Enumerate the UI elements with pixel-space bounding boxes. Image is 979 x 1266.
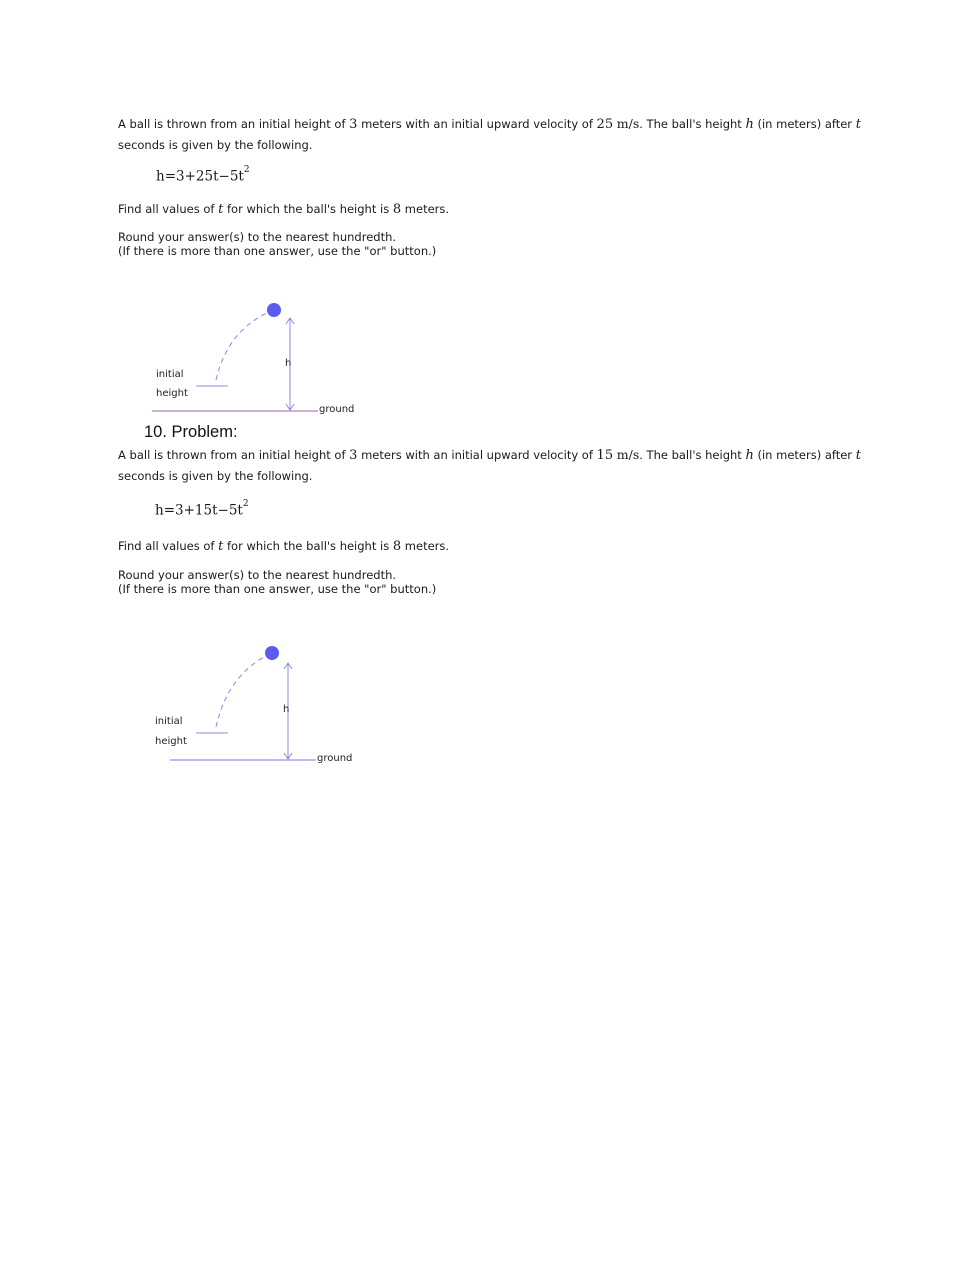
variable-t: t <box>218 539 224 554</box>
problem-9-equation <box>156 165 250 185</box>
label-h: h <box>283 704 290 715</box>
ball-icon <box>265 646 279 660</box>
text-span: meters. <box>404 539 450 553</box>
text-span: seconds is given by the following. <box>118 469 313 483</box>
label-ground: ground <box>317 753 353 764</box>
equation-text: h=3+15t−5t <box>155 502 243 519</box>
equation-exponent: 2 <box>243 165 250 175</box>
label-initial: initial <box>155 716 183 727</box>
problem-10-find-text <box>118 536 878 557</box>
problem-10-heading: 10. Problem: <box>144 423 238 441</box>
text-span: meters with an initial upward velocity of <box>361 117 593 131</box>
text-span: for which the ball's height is <box>227 202 390 216</box>
problem-9-diagram <box>140 298 380 428</box>
text-span: for which the ball's height is <box>227 539 390 553</box>
problem-10-diagram <box>140 641 380 771</box>
text-span: A ball is thrown from an initial height of <box>118 117 346 131</box>
problem-10-instructions <box>118 568 878 596</box>
velocity-value: 15 <box>596 448 614 463</box>
text-span: A ball is thrown from an initial height of <box>118 448 346 462</box>
variable-h: h <box>745 448 754 463</box>
variable-t: t <box>218 202 224 217</box>
text-span: meters with an initial upward velocity of <box>361 448 593 462</box>
text-span: (in meters) after <box>757 448 853 462</box>
label-height: height <box>156 388 188 399</box>
label-ground: ground <box>319 404 355 415</box>
velocity-unit: m/s <box>616 447 640 462</box>
label-height: height <box>155 736 187 747</box>
velocity-value: 25 <box>596 117 614 132</box>
trajectory-dashed-curve <box>216 653 272 727</box>
text-span: Find all values of <box>118 202 215 216</box>
problem-9-intro-text <box>118 114 878 155</box>
trajectory-dashed-curve <box>216 310 274 380</box>
variable-t: t <box>855 448 861 463</box>
target-height-value: 8 <box>392 539 402 554</box>
problem-9-instructions <box>118 230 878 258</box>
problem-10-intro <box>118 445 878 486</box>
ball-icon <box>267 303 281 317</box>
initial-height-value: 3 <box>349 117 358 132</box>
round-instruction: Round your answer(s) to the nearest hundredth. <box>118 230 397 244</box>
equation-text: h=3+25t−5t <box>156 168 244 185</box>
round-instruction: Round your answer(s) to the nearest hundredth. <box>118 568 397 582</box>
label-initial: initial <box>156 369 184 380</box>
target-height-value: 8 <box>392 202 402 217</box>
label-h: h <box>285 358 292 369</box>
problem-10-intro-text <box>118 445 878 486</box>
initial-height-value: 3 <box>349 448 358 463</box>
text-span: . The ball's height <box>639 117 742 131</box>
problem-10-equation <box>155 499 249 519</box>
text-span: (in meters) after <box>757 117 853 131</box>
trajectory-figure <box>140 641 380 771</box>
problem-9-find-text <box>118 199 878 220</box>
variable-t: t <box>855 117 861 132</box>
text-span: . The ball's height <box>639 448 742 462</box>
text-span: Find all values of <box>118 539 215 553</box>
problem-9-find <box>118 199 878 220</box>
velocity-unit: m/s <box>616 116 640 131</box>
or-instruction: (If there is more than one answer, use the "or" button.) <box>118 582 437 596</box>
text-span: meters. <box>404 202 450 216</box>
equation-exponent: 2 <box>242 499 249 509</box>
text-span: seconds is given by the following. <box>118 138 313 152</box>
problem-9-intro <box>118 114 878 155</box>
or-instruction: (If there is more than one answer, use the "or" button.) <box>118 244 437 258</box>
variable-h: h <box>745 117 754 132</box>
problem-10-find <box>118 536 878 557</box>
